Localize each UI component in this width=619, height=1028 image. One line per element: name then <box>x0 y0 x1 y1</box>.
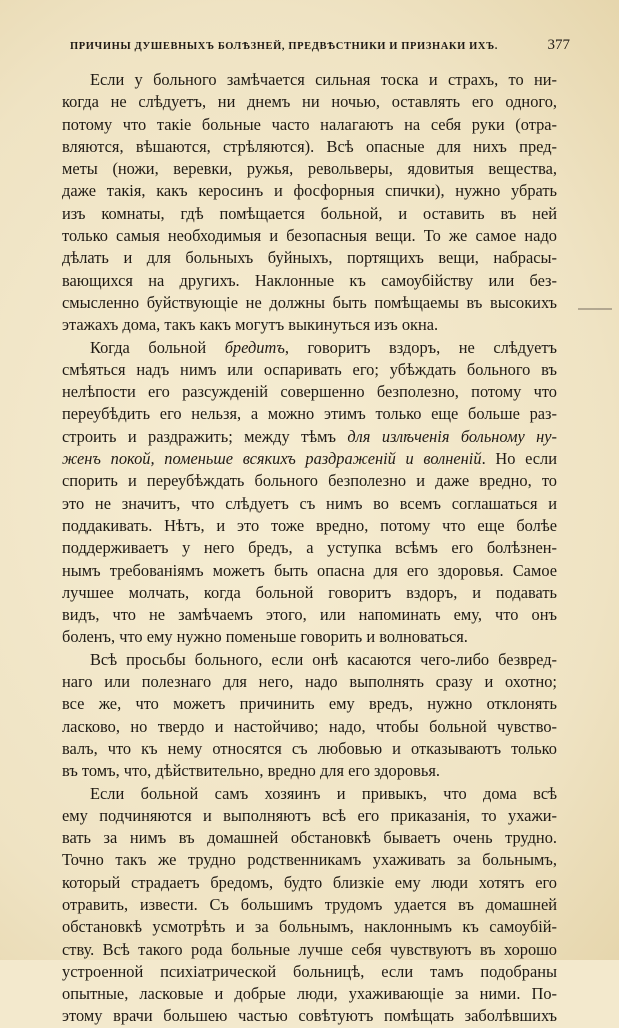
text-line <box>62 827 557 849</box>
text-line <box>62 247 557 269</box>
text-line <box>62 136 557 158</box>
text-segment: смысленно буйствующіе не должны быть помѣщаемы въ высокихъ <box>62 292 557 312</box>
text-line <box>62 314 557 336</box>
text-segment: вать за нимъ въ домашней обстановкѣ бываетъ очень трудно. <box>62 828 557 848</box>
text-segment: , говоритъ вздоръ, не слѣдуетъ <box>284 337 557 357</box>
text-segment: строить и раздражить; между тѣмъ <box>62 426 348 446</box>
text-line <box>62 359 557 381</box>
page-header <box>70 37 570 54</box>
text-line <box>62 626 557 648</box>
page-number: 377 <box>547 37 570 53</box>
text-line <box>62 270 557 292</box>
text-line <box>62 693 557 715</box>
running-title: ПРИЧИНЫ ДУШЕВНЫХЪ БОЛѢЗНЕЙ, ПРЕДВѢСТНИКИ И ПРИЗНАКИ ИХЪ. <box>70 41 498 52</box>
text-segment: устроенной психіатрической больницѣ, если тамъ подобраны <box>62 961 557 981</box>
text-segment: ласково, но твердо и настойчиво; надо, чтобы больной чувство- <box>62 716 557 736</box>
text-line <box>62 805 557 827</box>
text-segment: все же, что можетъ причинить ему вредъ, нужно отклонять <box>62 694 557 714</box>
text-line <box>62 671 557 693</box>
text-line <box>62 158 557 180</box>
text-line <box>62 448 557 470</box>
text-segment: Когда больной <box>90 337 225 357</box>
italic-text: женъ покой, поменьше всякихъ раздраженій и волненій <box>62 449 482 469</box>
text-line <box>62 738 557 760</box>
text-segment: Всѣ просьбы больного, если онѣ касаются чего-либо безвред- <box>90 649 557 669</box>
text-line <box>62 582 557 604</box>
text-line <box>62 916 557 938</box>
text-segment: этажахъ дома, такъ какъ могутъ выкинуться изъ окна. <box>62 315 439 335</box>
text-line <box>62 760 557 782</box>
text-segment: лучшее молчать, когда больной говоритъ вздоръ, и подавать <box>62 582 557 602</box>
text-segment: переубѣдить его нельзя, а можно этимъ только еще больше раз- <box>62 404 557 424</box>
text-segment: этому врачи большею частью совѣтуютъ помѣщать заболѣвшихъ <box>62 1006 557 1026</box>
text-segment: вающихся на другихъ. Наклонные къ самоубійству или без- <box>62 270 557 290</box>
text-line <box>62 426 557 448</box>
text-segment: нелѣпости его разсужденій совершенно безполезно, потому что <box>62 382 557 402</box>
text-line <box>62 939 557 961</box>
italic-text: для излѣченія больному ну- <box>347 426 557 446</box>
text-segment: ему подчиняются и выполняютъ всѣ его приказанія, то ухажи- <box>62 805 557 825</box>
text-segment: только самыя необходимыя и безопасныя вещи. То же самое надо <box>62 226 557 246</box>
text-segment: Если у больного замѣчается сильная тоска и страхъ, то ни- <box>90 70 557 89</box>
text-segment: это не значитъ, что слѣдуетъ съ нимъ во всемъ соглашаться и <box>62 493 557 513</box>
text-segment: боленъ, что ему нужно поменьше говорить и волноваться. <box>62 627 468 647</box>
text-line <box>62 872 557 894</box>
text-line <box>62 381 557 403</box>
text-line <box>62 292 557 314</box>
text-segment: валъ, что къ нему относятся съ любовью и отказываютъ только <box>62 738 557 758</box>
text-segment: дѣлать и для больныхъ буйныхъ, портящихъ вещи, набрасы- <box>62 248 557 268</box>
text-segment: смѣяться надъ нимъ или оспаривать его; убѣждать больного въ <box>62 359 557 379</box>
text-line <box>62 560 557 582</box>
text-segment: обстановкѣ усмотрѣть и за больнымъ, наклоннымъ къ самоубій- <box>62 917 557 937</box>
text-segment: поддерживаетъ у него бредъ, а уступка всѣмъ его болѣзнен- <box>62 538 557 558</box>
text-line <box>62 716 557 738</box>
text-segment: отравить, извести. Съ большимъ трудомъ удается въ домашней <box>62 894 557 914</box>
text-segment: изъ комнаты, гдѣ помѣщается больной, и оставить въ ней <box>62 203 557 223</box>
text-segment: спорить и переубѣждать больного безполезно и даже вредно, то <box>62 471 557 491</box>
text-segment: вляются, вѣшаются, стрѣляются). Всѣ опасные для нихъ пред- <box>62 136 557 156</box>
text-line <box>62 225 557 247</box>
text-line <box>62 515 557 537</box>
text-line <box>62 91 557 113</box>
text-line <box>62 783 557 805</box>
text-segment: который страдаетъ бредомъ, будто близкіе ему люди хотятъ его <box>62 872 557 892</box>
text-segment: даже такія, какъ керосинъ и фосфорныя спички), нужно убрать <box>62 181 557 201</box>
text-line <box>62 180 557 202</box>
text-segment: . Но если <box>481 449 557 469</box>
text-line <box>62 203 557 225</box>
text-line <box>62 1005 557 1027</box>
text-line <box>62 493 557 515</box>
text-segment: когда не слѣдуетъ, ни днемъ ни ночью, оставлять его одного, <box>62 92 557 112</box>
text-line <box>62 537 557 559</box>
text-line <box>62 961 557 983</box>
text-segment: нымъ требованіямъ можетъ быть опасна для его здоровья. Самое <box>62 560 557 580</box>
text-segment: ству. Всѣ такого рода больные лучше себя чувствуютъ въ хорошо <box>62 939 557 959</box>
text-line <box>62 114 557 136</box>
text-segment: поддакивать. Нѣтъ, и это тоже вредно, потому что еще болѣе <box>62 515 557 535</box>
italic-text: бредитъ <box>224 337 285 357</box>
text-segment: Если больной самъ хозяинъ и привыкъ, что дома всѣ <box>90 783 557 803</box>
text-line <box>62 894 557 916</box>
margin-mark <box>578 308 612 310</box>
text-segment: потому что такіе больные часто налагаютъ на себя руки (отра- <box>62 114 557 134</box>
text-line <box>62 604 557 626</box>
text-line <box>62 403 557 425</box>
text-segment: наго или полезнаго для него, надо выполнять сразу и охотно; <box>62 672 557 692</box>
text-segment: видъ, что не замѣчаемъ этого, или напоминать ему, что онъ <box>62 605 557 625</box>
text-segment: въ томъ, что, дѣйствительно, вредно для его здоровья. <box>62 761 440 781</box>
text-line <box>62 849 557 871</box>
text-line <box>62 337 557 359</box>
text-line <box>62 649 557 671</box>
text-line <box>62 983 557 1005</box>
text-segment: опытные, ласковые и добрые люди, ухаживающіе за ними. По- <box>62 984 557 1004</box>
text-line <box>62 69 557 91</box>
text-segment: меты (ножи, веревки, ружья, револьверы, ядовитыя вещества, <box>62 159 557 179</box>
text-segment: Точно такъ же трудно родственникамъ ухаживать за больнымъ, <box>62 850 557 870</box>
page-body <box>62 69 557 1028</box>
text-line <box>62 470 557 492</box>
